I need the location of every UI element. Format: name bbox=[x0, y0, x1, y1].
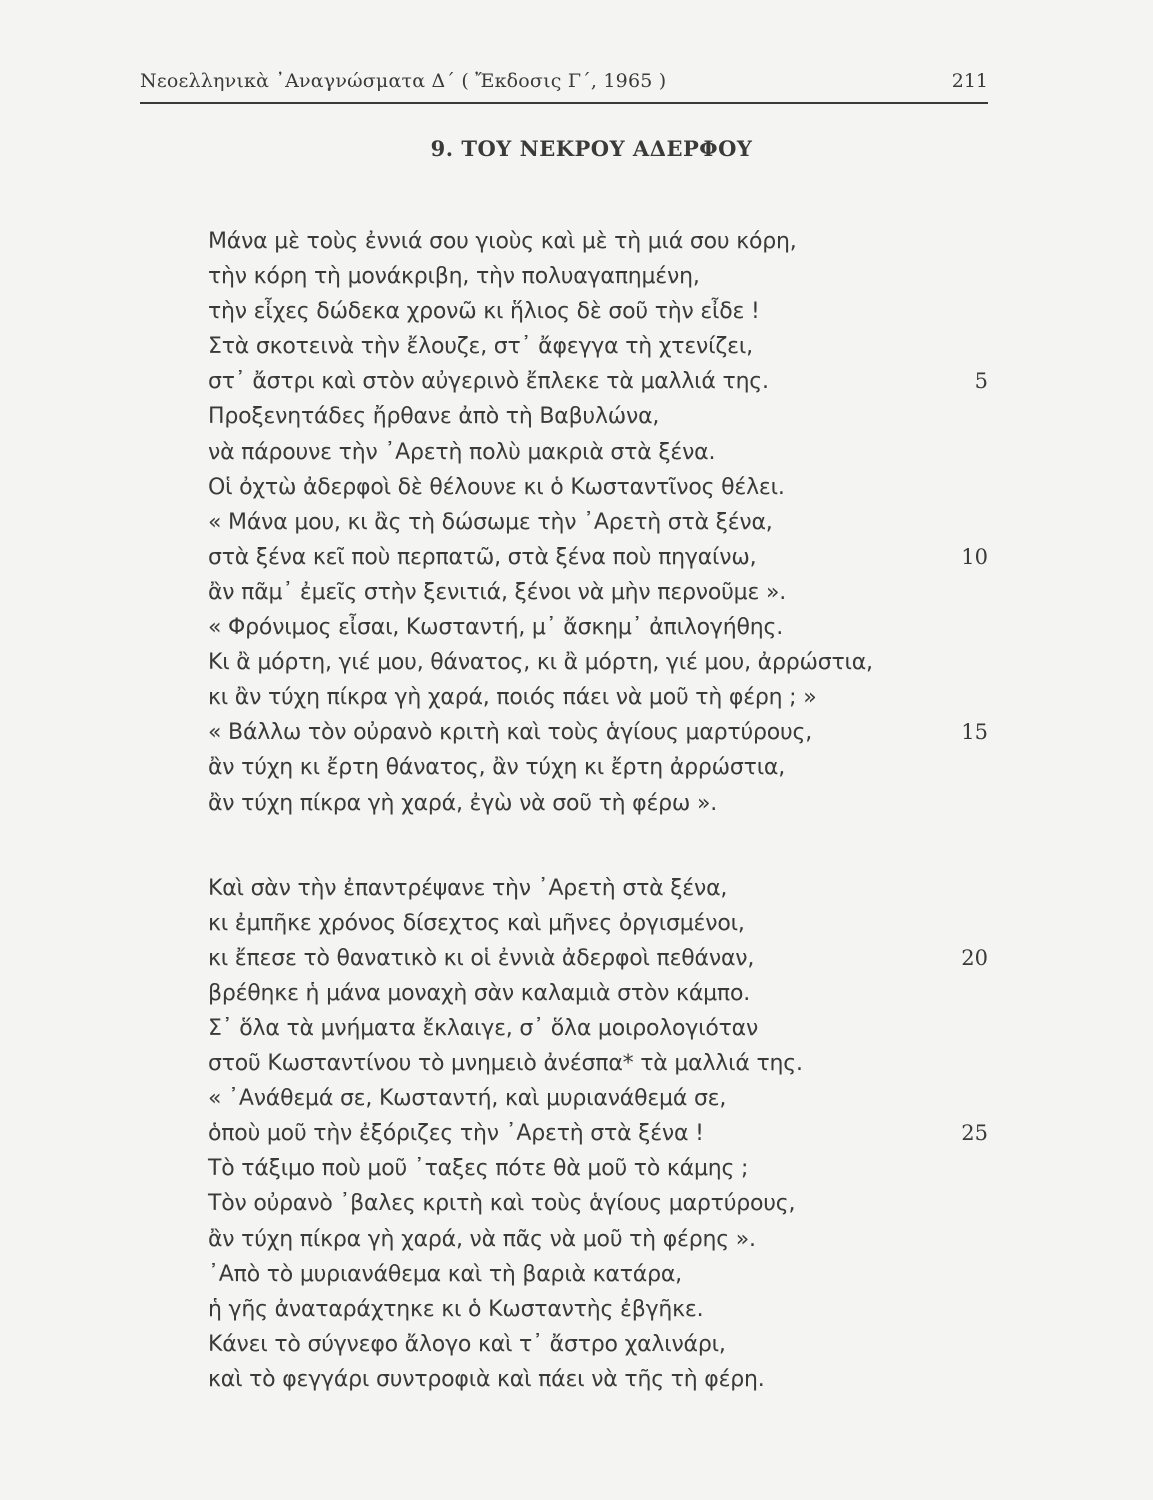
verse-text: ἂν τύχη κι ἔρτη θάνατος, ἂν τύχη κι ἔρτη ἀρρώστια, bbox=[208, 755, 786, 781]
running-title: Νεοελληνικὰ ᾿Αναγνώσματα Δ΄ ( Ἔκδοσις Γ΄, 1965 ) bbox=[140, 70, 667, 92]
verse-line bbox=[208, 976, 988, 1011]
verse-text: « Βάλλω τὸν οὐρανὸ κριτὴ καὶ τοὺς ἁγίους μαρτύρους, bbox=[208, 720, 813, 746]
verse-line bbox=[208, 680, 988, 715]
verse-line bbox=[208, 294, 988, 329]
verse-text: ἂν πᾶμ᾿ ἐμεῖς στὴν ξενιτιά, ξένοι νὰ μὴν περνοῦμε ». bbox=[208, 579, 787, 605]
verse-line bbox=[208, 871, 988, 906]
verse-text: Καὶ σὰν τὴν ἐπαντρέψανε τὴν ᾿Αρετὴ στὰ ξένα, bbox=[208, 875, 728, 901]
verse-line bbox=[208, 364, 988, 399]
verse-text: τὴν κόρη τὴ μονάκριβη, τὴν πολυαγαπημένη, bbox=[208, 264, 700, 290]
verse-line bbox=[208, 329, 988, 364]
verse-line bbox=[208, 1292, 988, 1327]
verse-text: Τὸν οὐρανὸ ᾿βαλες κριτὴ καὶ τοὺς ἁγίους μαρτύρους, bbox=[208, 1191, 796, 1217]
verse-text: « Μάνα μου, κι ἂς τὴ δώσωμε τὴν ᾿Αρετὴ στὰ ξένα, bbox=[208, 509, 773, 535]
verse-text: κι ἐμπῆκε χρόνος δίσεχτος καὶ μῆνες ὀργισμένοι, bbox=[208, 910, 745, 936]
verse-text: στὰ ξένα κεῖ ποὺ περπατῶ, στὰ ξένα ποὺ πηγαίνω, bbox=[208, 544, 757, 570]
verse-text: βρέθηκε ἡ μάνα μοναχὴ σὰν καλαμιὰ στὸν κάμπο. bbox=[208, 980, 751, 1006]
poem-title: 9. ΤΟΥ ΝΕΚΡΟΥ ΑΔΕΡΦΟΥ bbox=[430, 136, 753, 161]
verse-line bbox=[208, 435, 988, 470]
verse-line bbox=[208, 786, 988, 821]
verse-text: Τὸ τάξιμο ποὺ μοῦ ᾿ταξες πότε θὰ μοῦ τὸ κάμης ; bbox=[208, 1156, 749, 1182]
verse-line bbox=[208, 540, 988, 575]
line-number: 10 bbox=[961, 544, 988, 569]
verse-text: στοῦ Κωσταντίνου τὸ μνημειὸ ἀνέσπα* τὰ μαλλιά της. bbox=[208, 1051, 803, 1077]
verse-line bbox=[208, 259, 988, 294]
line-number: 25 bbox=[961, 1121, 988, 1146]
verse-line bbox=[208, 1081, 988, 1116]
verse-text: νὰ πάρουνε τὴν ᾿Αρετὴ πολὺ μακριὰ στὰ ξένα. bbox=[208, 439, 716, 465]
stanza-gap bbox=[208, 821, 988, 871]
verse-line bbox=[208, 1362, 988, 1397]
verse-line bbox=[208, 906, 988, 941]
page-number: 211 bbox=[951, 70, 988, 92]
verse-text: καὶ τὸ φεγγάρι συντροφιὰ καὶ πάει νὰ τῆς τὴ φέρη. bbox=[208, 1366, 765, 1392]
stanza-1 bbox=[208, 224, 988, 821]
verse-text: ᾿Απὸ τὸ μυριανάθεμα καὶ τὴ βαριὰ κατάρα, bbox=[208, 1261, 682, 1287]
verse-line bbox=[208, 610, 988, 645]
stanza-2 bbox=[208, 871, 988, 1397]
verse-line bbox=[208, 941, 988, 976]
verse-text: Μάνα μὲ τοὺς ἐννιά σου γιοὺς καὶ μὲ τὴ μιά σου κόρη, bbox=[208, 229, 797, 254]
verse-text: « Φρόνιμος εἶσαι, Κωσταντή, μ᾿ ἄσκημ᾿ ἀπιλογήθης. bbox=[208, 615, 783, 641]
poem-body bbox=[208, 224, 988, 1397]
verse-text: ἂν τύχη πίκρα γὴ χαρά, ἐγὼ νὰ σοῦ τὴ φέρω ». bbox=[208, 790, 717, 816]
verse-line bbox=[208, 470, 988, 505]
verse-text: Κάνει τὸ σύγνεφο ἄλογο καὶ τ᾿ ἄστρο χαλινάρι, bbox=[208, 1331, 726, 1357]
verse-text: Κι ἂ μόρτη, γιέ μου, θάνατος, κι ἂ μόρτη, γιέ μου, ἀρρώστια, bbox=[208, 650, 873, 676]
verse-text: στ᾿ ἄστρι καὶ στὸν αὐγερινὸ ἔπλεκε τὰ μαλλιά της. bbox=[208, 369, 769, 395]
verse-line bbox=[208, 1222, 988, 1257]
verse-text: ἡ γῆς ἀναταράχτηκε κι ὁ Κωσταντὴς ἐβγῆκε. bbox=[208, 1296, 704, 1322]
verse-line bbox=[208, 1327, 988, 1362]
verse-text: Οἱ ὀχτὼ ἀδερφοὶ δὲ θέλουνε κι ὁ Κωσταντῖνος θέλει. bbox=[208, 474, 785, 500]
verse-line bbox=[208, 1011, 988, 1046]
verse-text: ὁποὺ μοῦ τὴν ἐξόριζες τὴν ᾿Αρετὴ στὰ ξένα ! bbox=[208, 1121, 704, 1147]
verse-text: « ᾿Ανάθεμά σε, Κωσταντή, καὶ μυριανάθεμά σε, bbox=[208, 1086, 727, 1112]
verse-line bbox=[208, 750, 988, 785]
verse-text: κι ἂν τύχη πίκρα γὴ χαρά, ποιός πάει νὰ μοῦ τὴ φέρη ; » bbox=[208, 685, 817, 711]
verse-line bbox=[208, 1116, 988, 1151]
verse-text: ἂν τύχη πίκρα γὴ χαρά, νὰ πᾶς νὰ μοῦ τὴ φέρης ». bbox=[208, 1226, 756, 1252]
verse-line bbox=[208, 715, 988, 750]
line-number: 15 bbox=[961, 720, 988, 745]
verse-line bbox=[208, 575, 988, 610]
running-header bbox=[140, 62, 988, 104]
verse-text: Σ᾿ ὅλα τὰ μνήματα ἔκλαιγε, σ᾿ ὅλα μοιρολογιόταν bbox=[208, 1015, 759, 1041]
verse-line bbox=[208, 1151, 988, 1186]
verse-line bbox=[208, 505, 988, 540]
verse-text: κι ἔπεσε τὸ θανατικὸ κι οἱ ἐννιὰ ἀδερφοὶ πεθάναν, bbox=[208, 945, 755, 971]
verse-line bbox=[208, 645, 988, 680]
line-number: 5 bbox=[974, 369, 988, 394]
verse-line bbox=[208, 1046, 988, 1081]
verse-line bbox=[208, 1257, 988, 1292]
line-number: 20 bbox=[961, 945, 988, 970]
verse-line bbox=[208, 399, 988, 434]
verse-text: Προξενητάδες ἤρθανε ἀπὸ τὴ Βαβυλώνα, bbox=[208, 404, 660, 430]
verse-line bbox=[208, 1186, 988, 1221]
verse-line bbox=[208, 224, 988, 259]
verse-text: Στὰ σκοτεινὰ τὴν ἔλουζε, στ᾿ ἄφεγγα τὴ χτενίζει, bbox=[208, 334, 753, 360]
verse-text: τὴν εἶχες δώδεκα χρονῶ κι ἥλιος δὲ σοῦ τὴν εἶδε ! bbox=[208, 299, 760, 325]
